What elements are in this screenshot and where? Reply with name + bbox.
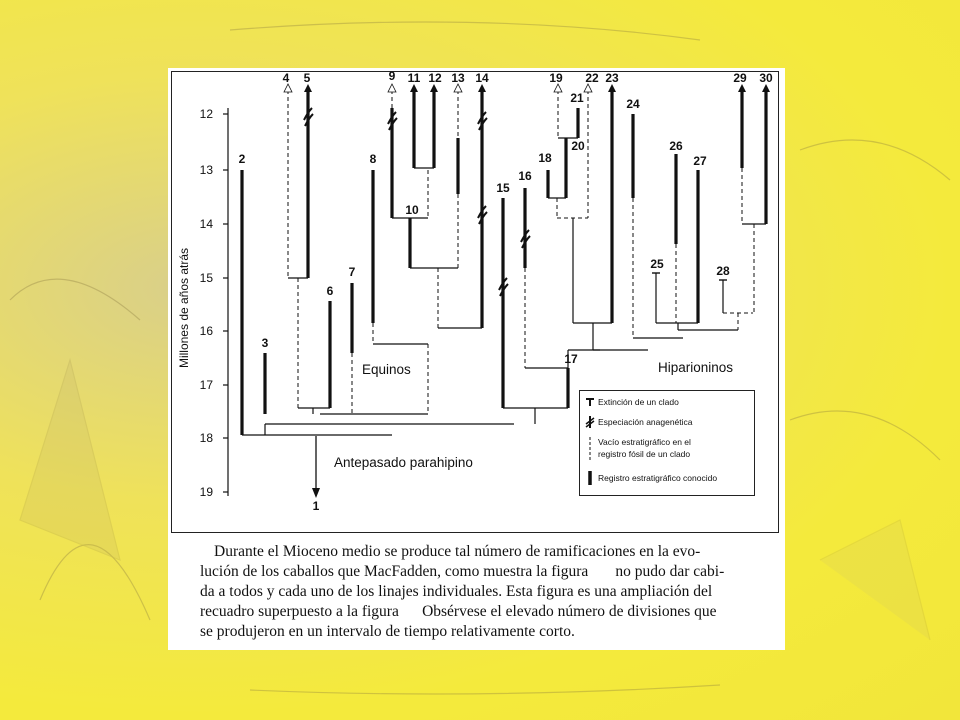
y-axis-label: Millones de años atrás xyxy=(177,247,191,369)
legend-gap-label-line1: Vacío estratigráfico en el xyxy=(598,437,691,447)
node-label-24: 24 xyxy=(626,97,640,111)
node-label-9: 9 xyxy=(388,69,396,83)
anagenetic-symbol-icon xyxy=(585,416,595,428)
caption-line-2: lución de los caballos que MacFadden, como muestra la figura no pudo dar cabi- xyxy=(200,563,725,580)
node-label-16: 16 xyxy=(518,169,532,183)
diagram-legend xyxy=(579,390,755,496)
node-label-8: 8 xyxy=(369,152,377,166)
node-label-20: 20 xyxy=(571,139,585,153)
y-tick-13: 13 xyxy=(199,163,213,177)
node-label-5: 5 xyxy=(303,71,311,85)
gap-symbol-icon xyxy=(585,437,595,461)
node-label-19: 19 xyxy=(549,71,563,85)
y-tick-15: 15 xyxy=(199,271,213,285)
y-tick-17: 17 xyxy=(199,378,213,392)
group-label-equinos: Equinos xyxy=(362,362,411,377)
caption-line-4: recuadro superpuesto a la figura Obsérvese el elevado número de divisiones que xyxy=(200,603,717,620)
node-label-21: 21 xyxy=(570,91,584,105)
node-label-23: 23 xyxy=(605,71,619,85)
node-label-13: 13 xyxy=(451,71,465,85)
node-label-28: 28 xyxy=(716,264,730,278)
node-label-18: 18 xyxy=(538,151,552,165)
group-label-hipparioninos: Hiparioninos xyxy=(658,360,734,375)
caption-line-5: se produjeron en un intervalo de tiempo relativamente corto. xyxy=(200,623,575,640)
group-label-ancestor: Antepasado parahipino xyxy=(334,455,473,470)
node-label-25: 25 xyxy=(650,257,664,271)
node-label-30: 30 xyxy=(759,71,773,85)
node-label-14: 14 xyxy=(475,71,489,85)
node-label-17: 17 xyxy=(564,352,578,366)
legend-known-label: Registro estratigráfico conocido xyxy=(598,473,718,483)
y-tick-19: 19 xyxy=(199,485,213,499)
node-label-2: 2 xyxy=(238,152,246,166)
legend-anagenetic-label: Especiación anagenética xyxy=(598,417,693,427)
node-label-29: 29 xyxy=(733,71,747,85)
figure-caption xyxy=(200,542,760,642)
node-label-22: 22 xyxy=(585,71,599,85)
figure-panel xyxy=(168,68,785,650)
node-label-4: 4 xyxy=(282,71,290,85)
known-record-symbol-icon xyxy=(585,471,595,485)
node-label-27: 27 xyxy=(693,154,707,168)
legend-gap-label-line2: registro fósil de un clado xyxy=(598,449,691,459)
caption-line-3: da a todos y cada uno de los linajes individuales. Esta figura es una ampliación del xyxy=(200,583,713,600)
node-label-7: 7 xyxy=(348,265,356,279)
y-tick-18: 18 xyxy=(199,431,213,445)
y-tick-16: 16 xyxy=(199,324,213,338)
node-label-6: 6 xyxy=(326,284,334,298)
node-label-15: 15 xyxy=(496,181,510,195)
node-label-1: 1 xyxy=(312,499,320,513)
node-label-10: 10 xyxy=(405,203,419,217)
node-label-26: 26 xyxy=(669,139,683,153)
caption-line-1: Durante el Mioceno medio se produce tal número de ramificaciones en la evo- xyxy=(214,543,701,560)
node-label-3: 3 xyxy=(261,336,269,350)
legend-extinction-label: Extinción de un clado xyxy=(598,397,679,407)
y-tick-12: 12 xyxy=(199,107,213,121)
extinction-symbol-icon xyxy=(585,397,595,407)
y-tick-14: 14 xyxy=(199,217,213,231)
y-axis xyxy=(223,108,228,496)
node-label-12: 12 xyxy=(428,71,442,85)
node-label-11: 11 xyxy=(407,71,421,85)
